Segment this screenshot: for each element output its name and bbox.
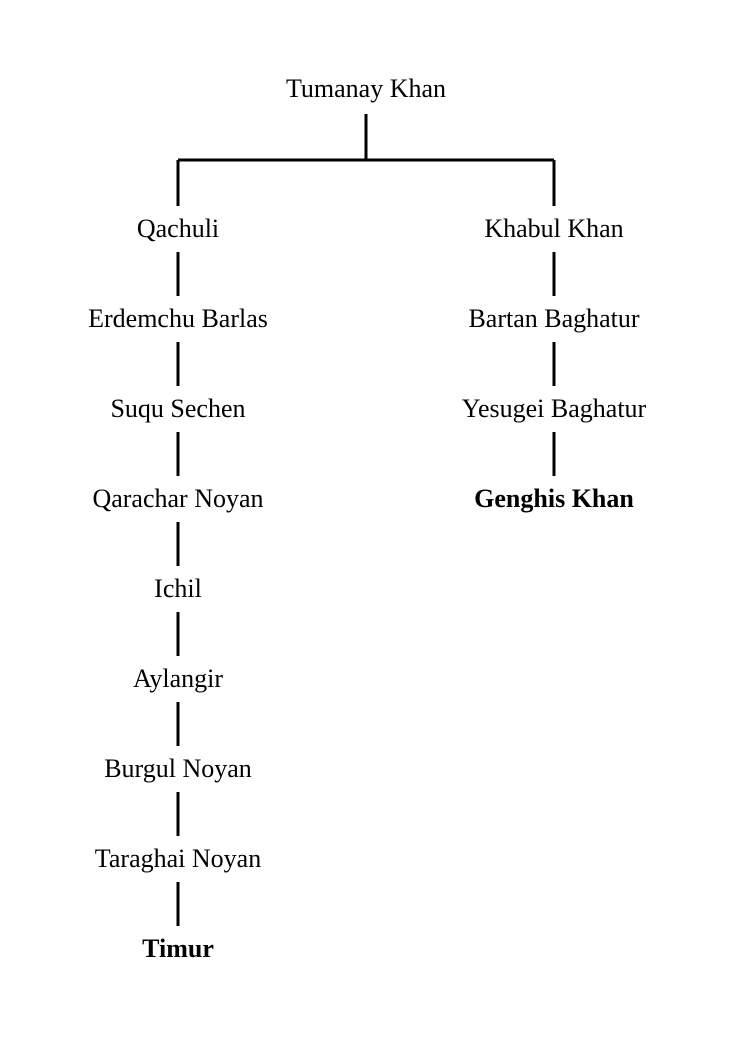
left-node: Taraghai Noyan	[94, 844, 262, 873]
right-node: Yesugei Baghatur	[461, 394, 647, 423]
left-node: Qarachar Noyan	[92, 484, 264, 513]
left-node: Suqu Sechen	[110, 394, 246, 423]
root-node: Tumanay Khan	[285, 74, 447, 103]
right-node: Genghis Khan	[474, 484, 634, 513]
right-node: Bartan Baghatur	[468, 304, 640, 333]
left-node: Qachuli	[136, 214, 220, 243]
left-node: Ichil	[154, 574, 202, 603]
left-node: Erdemchu Barlas	[88, 304, 268, 333]
right-node: Khabul Khan	[484, 214, 624, 243]
left-node: Burgul Noyan	[104, 754, 252, 783]
left-node: Timur	[142, 934, 214, 963]
left-node: Aylangir	[132, 664, 224, 693]
